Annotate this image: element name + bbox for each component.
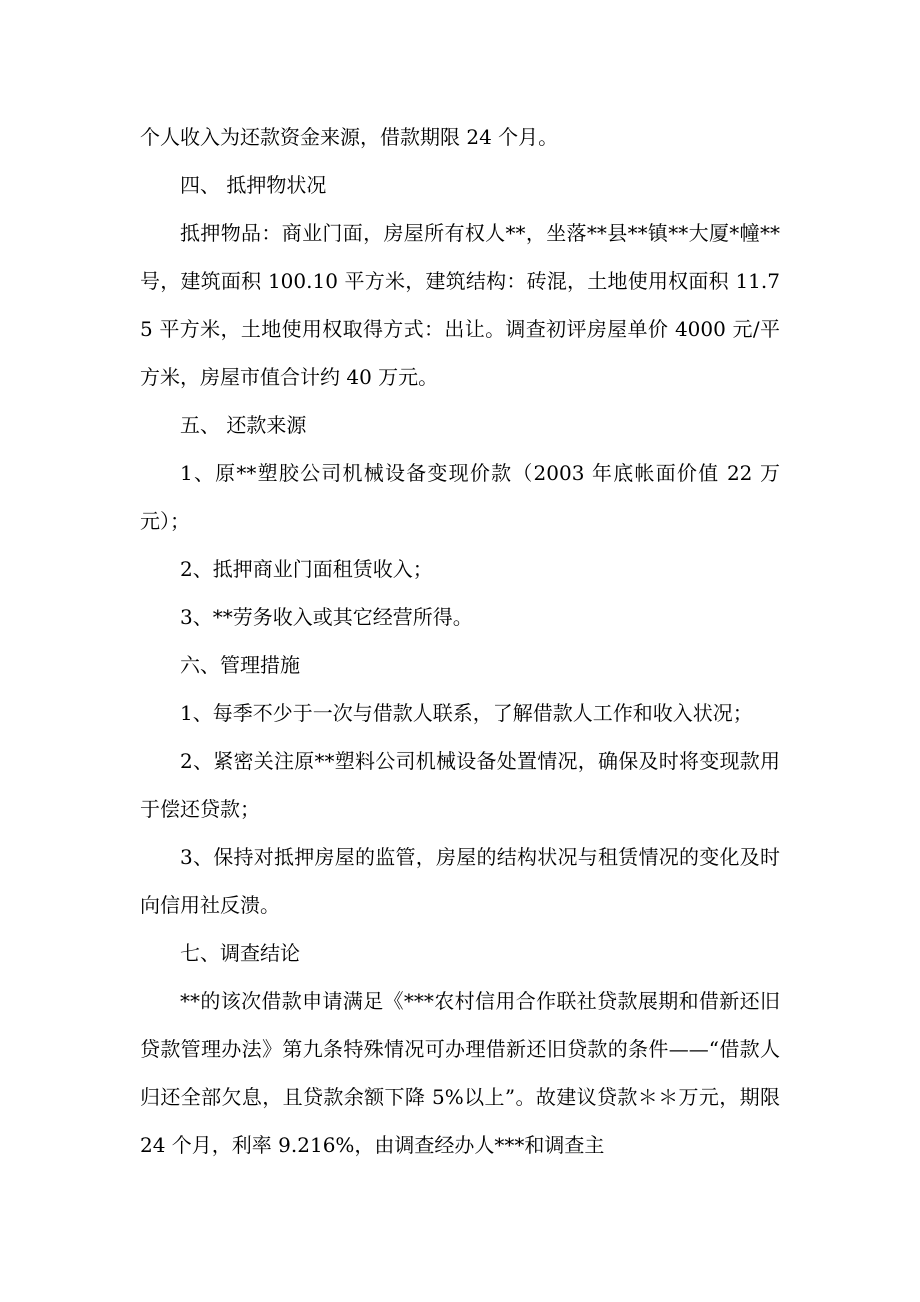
section-heading-investigation-conclusion: 七、调查结论	[180, 941, 300, 965]
section-heading-collateral: 四、 抵押物状况	[180, 173, 327, 197]
paragraph-conclusion: **的该次借款申请满足《***农村信用合作联社贷款展期和借新还旧贷款管理办法》第九条特殊情况可办理借新还旧贷款的条件——“借款人归还全部欠息，且贷款余额下降 5%以上”。故建议贷款＊＊万元，期限 24 个月，利率 9.216%，由调查经办人***和调查主	[140, 989, 780, 1157]
document-body	[140, 113, 780, 1169]
section-heading-repayment-source: 五、 还款来源	[180, 413, 307, 437]
paragraph-continuation: 个人收入为还款资金来源，借款期限 24 个月。	[140, 125, 559, 149]
paragraph-collateral-details: 抵押物品：商业门面，房屋所有权人**，坐落**县**镇**大厦*幢**号，建筑面积 100.10 平方米，建筑结构：砖混，土地使用权面积 11.75 平方米，土地使用权取得方式：出让。调查初评房屋单价 4000 元/平方米，房屋市值合计约 40 万元。	[140, 221, 780, 389]
management-item-1: 1、每季不少于一次与借款人联系，了解借款人工作和收入状况；	[180, 701, 753, 725]
management-item-3: 3、保持对抵押房屋的监管，房屋的结构状况与租赁情况的变化及时向信用社反溃。	[140, 845, 780, 917]
repayment-item-1: 1、原**塑胶公司机械设备变现价款（2003 年底帐面价值 22 万元）；	[140, 461, 780, 533]
repayment-item-3: 3、**劳务收入或其它经营所得。	[180, 605, 473, 629]
repayment-item-2: 2、抵押商业门面租赁收入；	[180, 557, 433, 581]
section-heading-management-measures: 六、管理措施	[180, 653, 300, 677]
management-item-2: 2、紧密关注原**塑料公司机械设备处置情况，确保及时将变现款用于偿还贷款；	[140, 749, 780, 821]
